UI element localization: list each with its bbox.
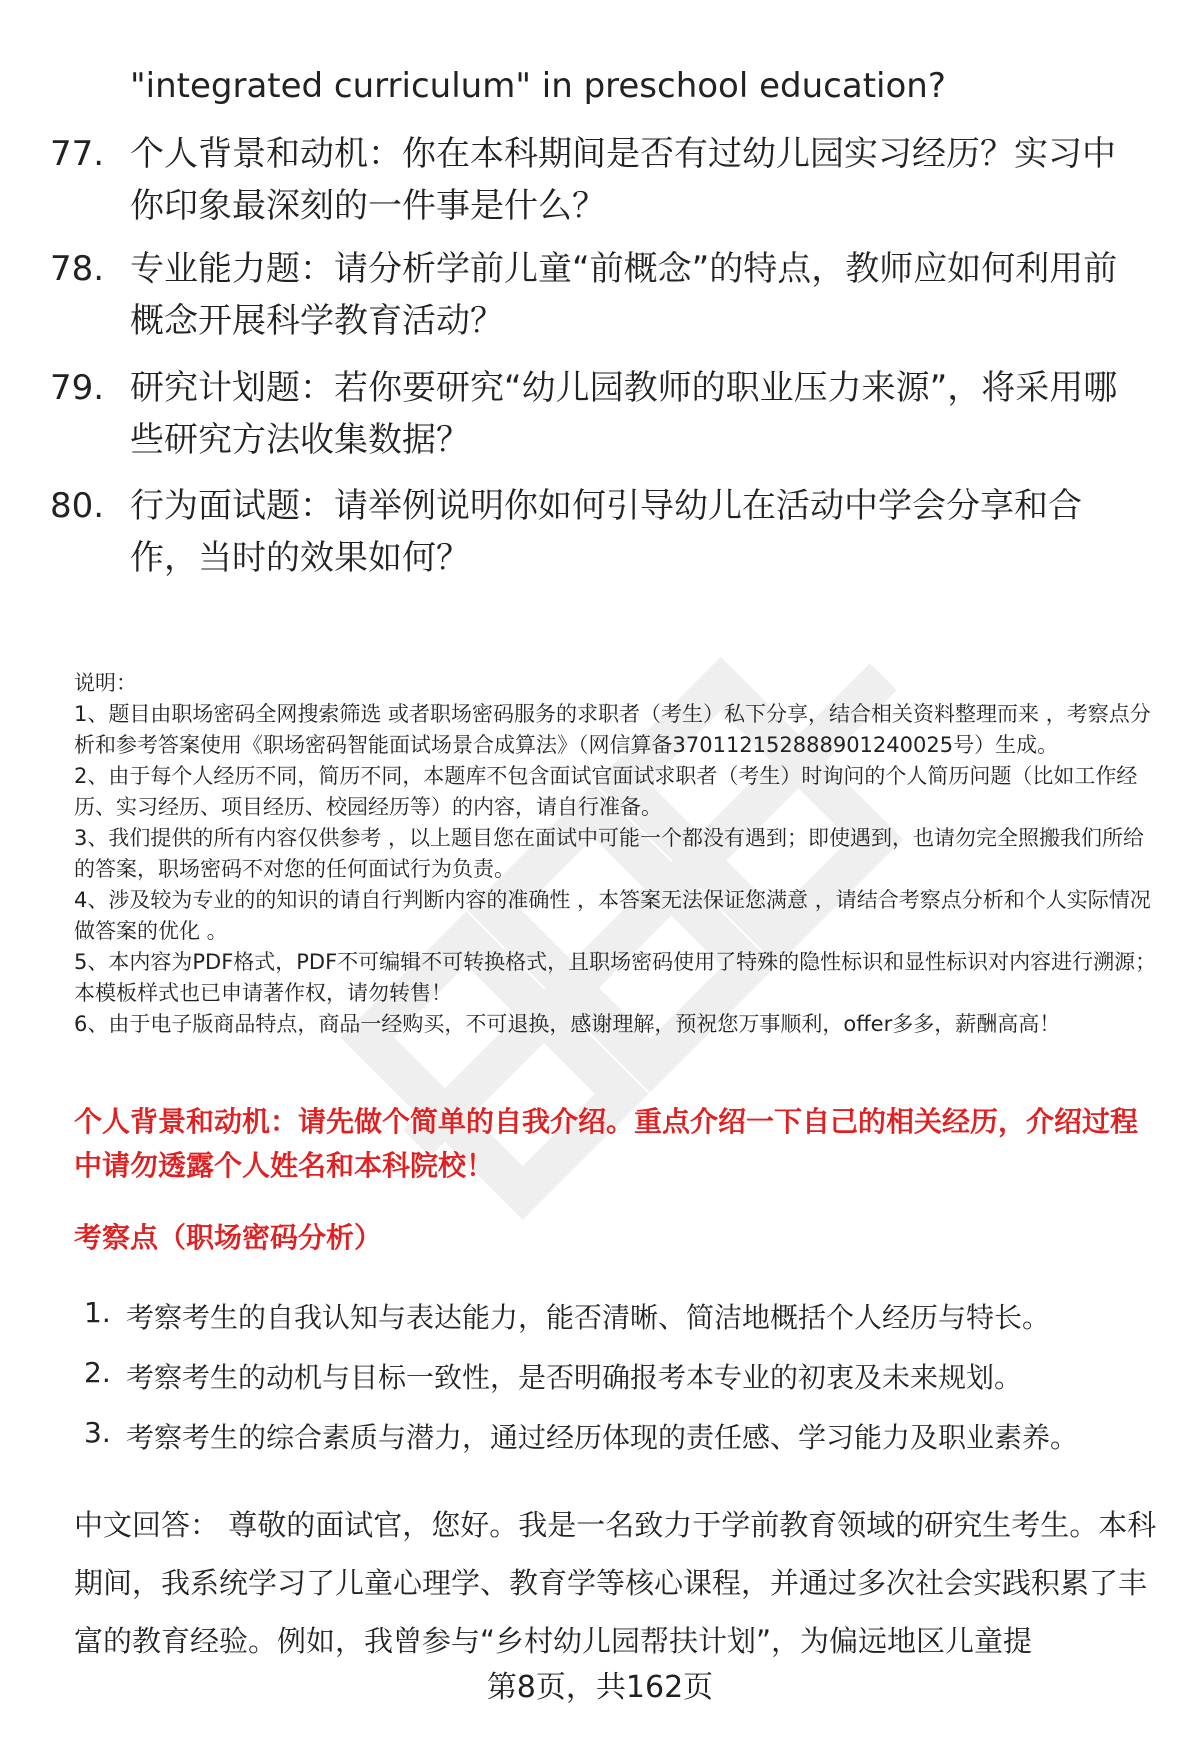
question-number: 79. — [50, 368, 105, 408]
question-continued-text: "integrated curriculum" in preschool education? — [130, 66, 946, 106]
answer-text: 中文回答： 尊敬的面试官，您好。我是一名致力于学前教育领域的研究生考生。本科期间，我系统学习了儿童心理学、教育学等核心课程，并通过多次社会实践积累了丰富的教育经验。例如，我曾参与“乡村幼儿园帮扶计划”，为偏远地区儿童提 — [74, 1508, 1157, 1658]
disclaimer-notes — [74, 668, 1164, 1040]
note-item: 1、题目由职场密码全网搜索筛选 或者职场密码服务的求职者（考生）私下分享，结合相关资料整理而来 ，考察点分析和参考答案使用《职场密码智能面试场景合成算法》（网信算备370112152888901240025号）生成。 — [74, 702, 1151, 757]
analysis-heading: 考察点（职场密码分析） — [74, 1221, 383, 1254]
question-text: 行为面试题：请举例说明你如何引导幼儿在活动中学会分享和合作，当时的效果如何？ — [130, 486, 1082, 578]
point-number: 3. — [84, 1416, 111, 1449]
point-text: 考察考生的动机与目标一致性，是否明确报考本专业的初衷及未来规划。 — [126, 1361, 1023, 1394]
point-text: 考察考生的综合素质与潜力，通过经历体现的责任感、学习能力及职业素养。 — [126, 1421, 1079, 1454]
page-number: 第8页，共162页 — [486, 1670, 714, 1705]
question-number: 77. — [50, 134, 105, 174]
question-text: 研究计划题：若你要研究“幼儿园教师的职业压力来源”，将采用哪些研究方法收集数据？ — [130, 368, 1118, 460]
note-item: 3、我们提供的所有内容仅供参考 ，以上题目您在面试中可能一个都没有遇到；即使遇到，也请勿完全照搬我们所给的答案，职场密码不对您的任何面试行为负责。 — [74, 826, 1145, 881]
notes-title: 说明： — [74, 671, 137, 695]
point-number: 2. — [84, 1356, 111, 1389]
point-number: 1. — [84, 1296, 111, 1329]
question-number: 78. — [50, 249, 105, 289]
question-text: 专业能力题：请分析学前儿童“前概念”的特点，教师应如何利用前概念开展科学教育活动？ — [130, 249, 1118, 341]
question-text: 个人背景和动机：你在本科期间是否有过幼儿园实习经历？实习中你印象最深刻的一件事是什么？ — [130, 134, 1116, 226]
question-number: 80. — [50, 486, 105, 526]
note-item: 6、由于电子版商品特点，商品一经购买，不可退换，感谢理解，预祝您万事顺利，offer多多，薪酬高高！ — [74, 1012, 1061, 1036]
note-item: 2、由于每个人经历不同，简历不同，本题库不包含面试官面试求职者（考生）时询问的个人简历问题（比如工作经历、实习经历、项目经历、校园经历等）的内容，请自行准备。 — [74, 764, 1138, 819]
featured-question: 个人背景和动机：请先做个简单的自我介绍。重点介绍一下自己的相关经历，介绍过程中请勿透露个人姓名和本科院校！ — [74, 1105, 1139, 1182]
point-text: 考察考生的自我认知与表达能力，能否清晰、简洁地概括个人经历与特长。 — [126, 1301, 1051, 1334]
note-item: 5、本内容为PDF格式，PDF不可编辑不可转换格式，且职场密码使用了特殊的隐性标识和显性标识对内容进行溯源；本模板样式也已申请著作权，请勿转售！ — [74, 950, 1157, 1005]
note-item: 4、涉及较为专业的的知识的请自行判断内容的准确性 ，本答案无法保证您满意 ，请结合考察点分析和个人实际情况做答案的优化 。 — [74, 888, 1151, 943]
